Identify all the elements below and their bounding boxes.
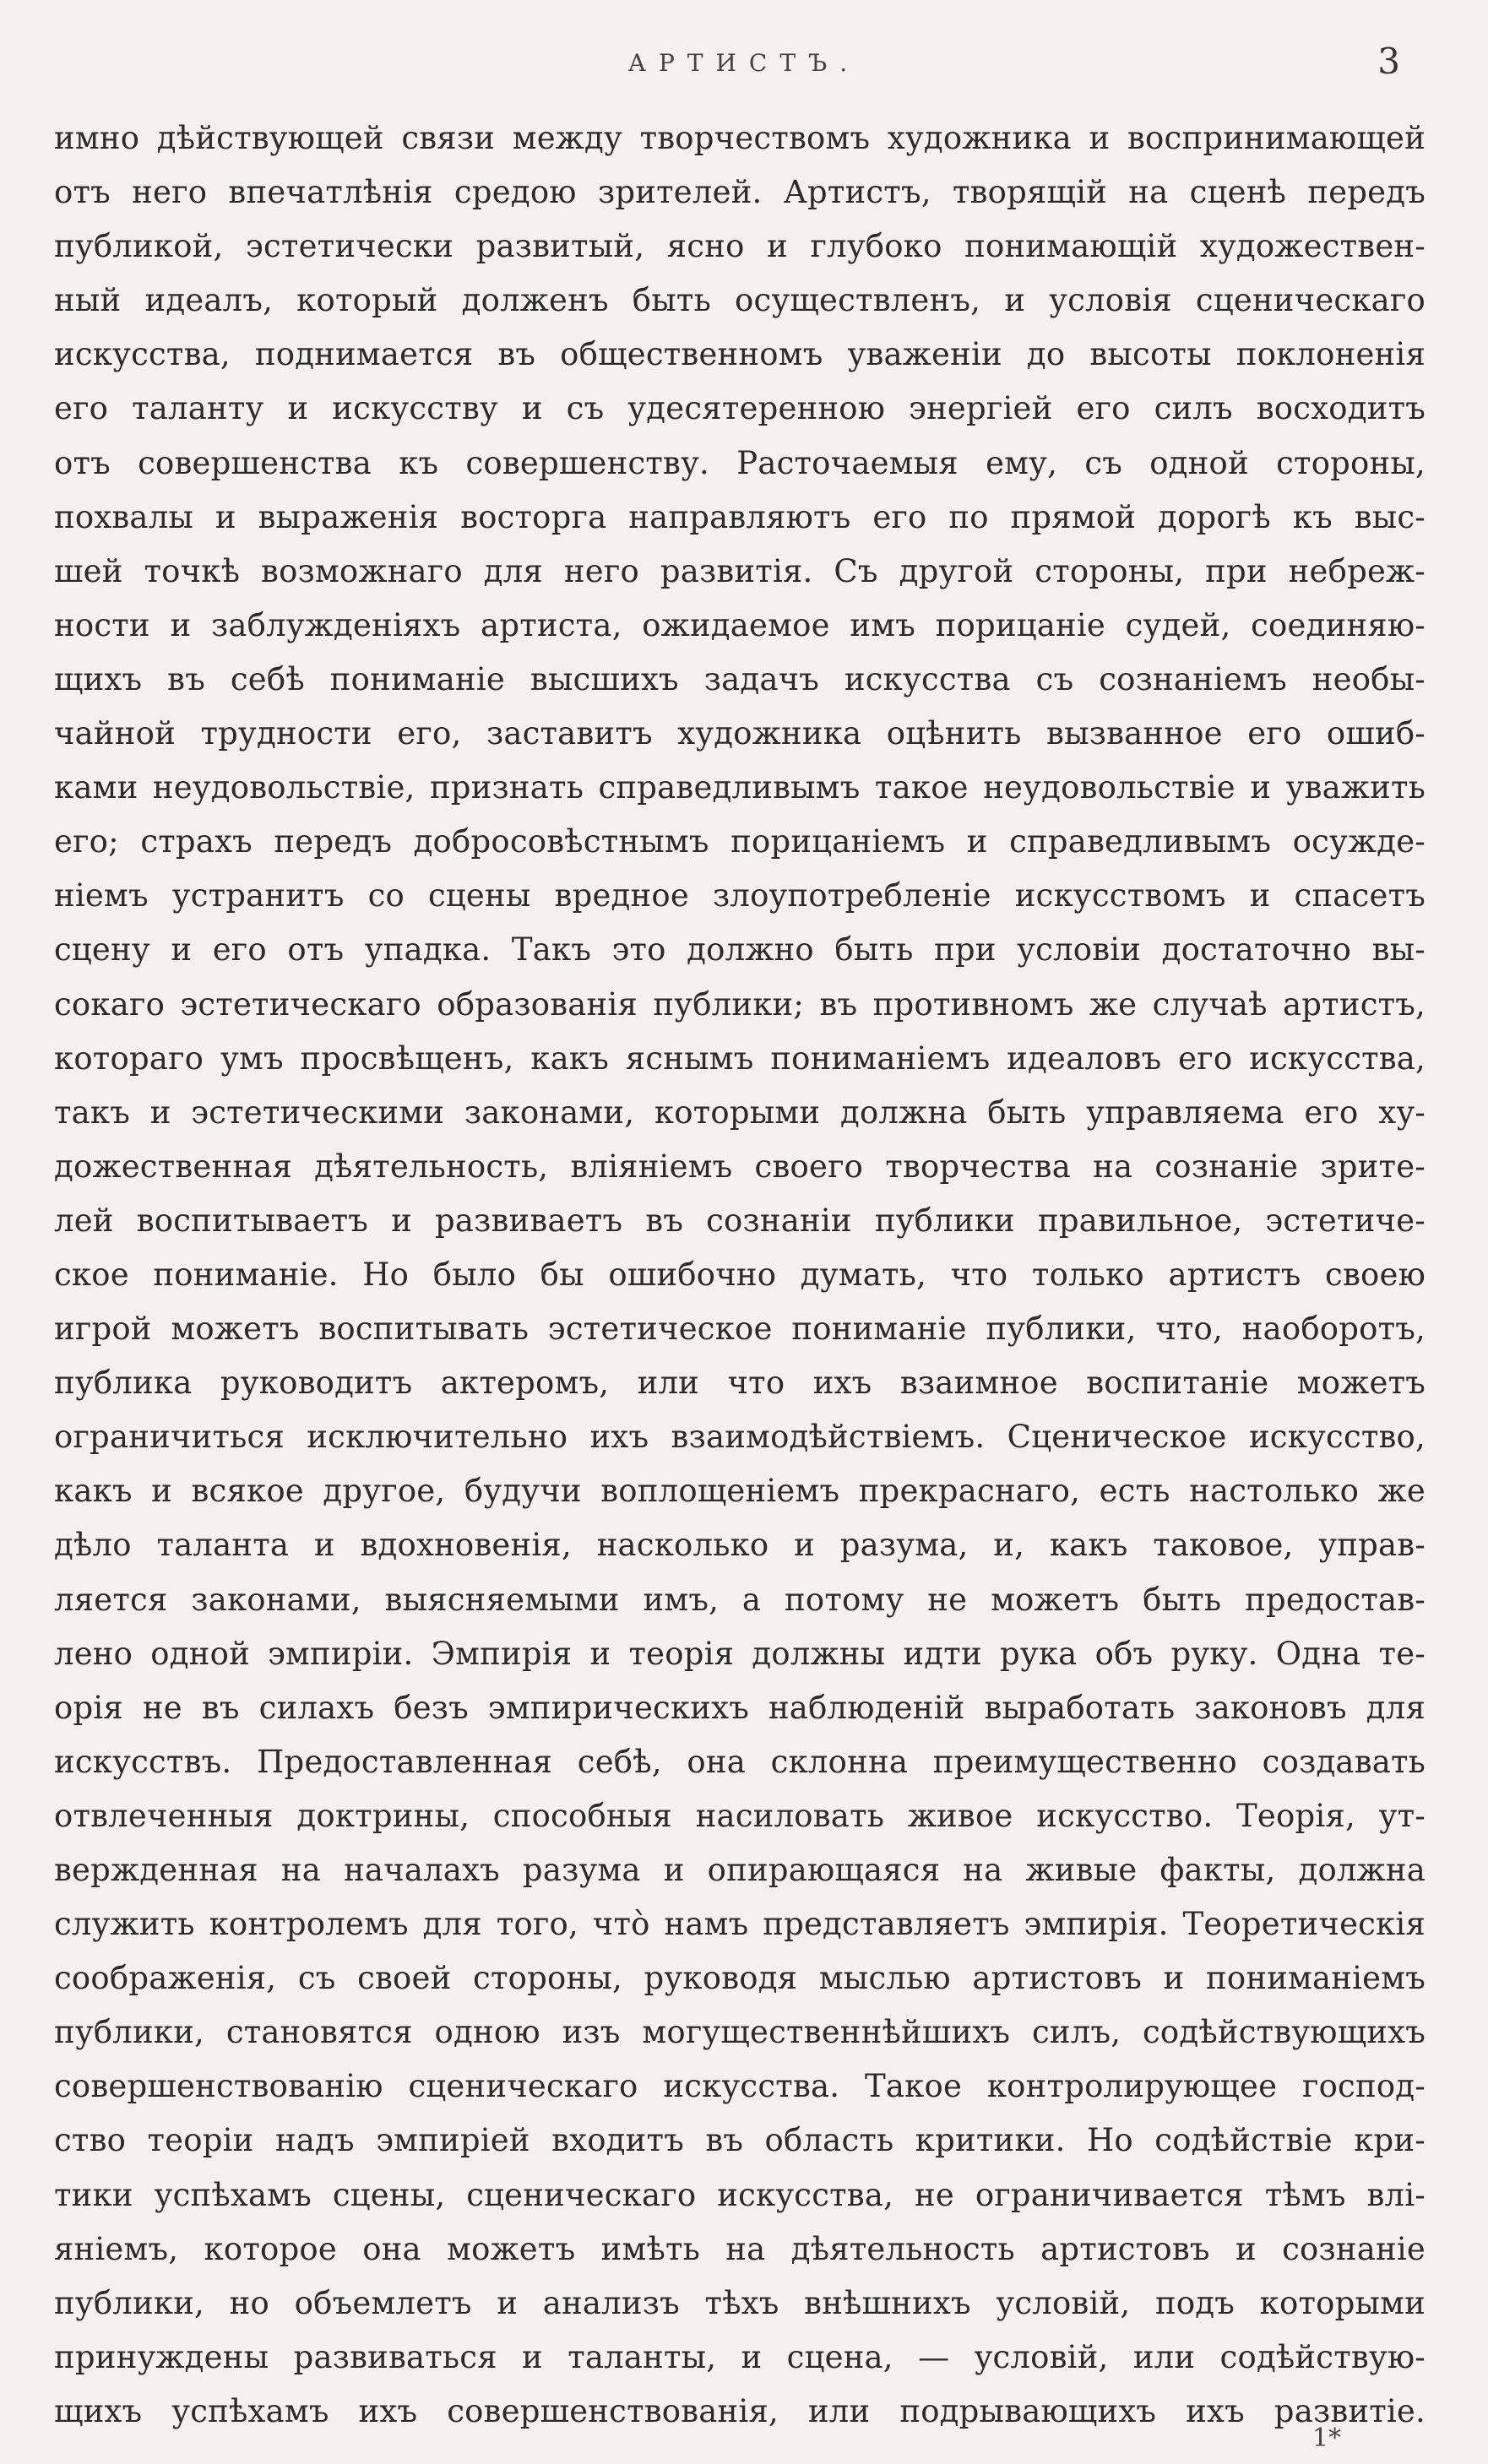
text-line: лено одной эмпиріи. Эмпирія и теорія должны идти рука объ руку. Одна те-	[54, 1635, 1426, 1672]
page-number: 3	[1377, 41, 1400, 82]
text-line: отъ совершенства къ совершенству. Расточаемыя ему, съ одной стороны,	[54, 444, 1426, 481]
text-line: его; страхъ передъ добросовѣстнымъ порицаніемъ и справедливымъ осужде-	[54, 823, 1426, 860]
text-line: похвалы и выраженія восторга направляютъ его по прямой дорогѣ къ выс-	[54, 498, 1426, 535]
text-line: шей точкѣ возможнаго для него развитія. Съ другой стороны, при небреж-	[54, 552, 1426, 589]
text-line: публики, но объемлетъ и анализъ тѣхъ внѣшнихъ условій, подъ которыми	[54, 2284, 1426, 2321]
text-line: сцену и его отъ упадка. Такъ это должно быть при условіи достаточно вы-	[54, 931, 1426, 969]
text-line: тики успѣхамъ сцены, сценическаго искусства, не ограничивается тѣмъ влі-	[54, 2176, 1426, 2213]
text-line: котораго умъ просвѣщенъ, какъ яснымъ пониманіемъ идеаловъ его искусства,	[54, 1039, 1426, 1077]
text-line: имно дѣйствующей связи между творчествомъ художника и воспринимающей	[54, 120, 1426, 156]
body-text	[54, 111, 1426, 2439]
text-line: ограничиться исключительно ихъ взаимодѣйствіемъ. Сценическое искусство,	[54, 1419, 1426, 1456]
text-line: щихъ успѣхамъ ихъ совершенствованія, или подрывающихъ ихъ развитіе.	[54, 2392, 1426, 2429]
text-line: дожественная дѣятельность, вліяніемъ своего творчества на сознаніе зрите-	[54, 1148, 1426, 1185]
text-line: ляется законами, выясняемыми имъ, а потому не можетъ быть предостав-	[54, 1581, 1426, 1618]
text-line: ніемъ устранитъ со сцены вредное злоупотребленіе искусствомъ и спасетъ	[54, 877, 1426, 915]
text-line: принуждены развиваться и таланты, и сцена, — условій, или содѣйствую-	[54, 2338, 1426, 2375]
text-line: орія не въ силахъ безъ эмпирическихъ наблюденій выработать законовъ для	[54, 1689, 1426, 1726]
text-line: публикой, эстетически развитый, ясно и глубоко понимающій художествен-	[54, 228, 1426, 265]
text-line: искусствъ. Предоставленная себѣ, она склонна преимущественно создавать	[54, 1743, 1426, 1780]
text-line: публика руководитъ актеромъ, или что ихъ взаимное воспитаніе можетъ	[54, 1365, 1426, 1402]
running-title: АРТИСТЪ.	[627, 49, 861, 77]
text-line: отъ него впечатлѣнія средою зрителей. Артистъ, творящій на сценѣ передъ	[54, 174, 1426, 211]
text-line: лей воспитываетъ и развиваетъ въ сознаніи публики правильное, эстетиче-	[54, 1202, 1426, 1239]
signature-mark: 1*	[1312, 2423, 1342, 2453]
text-line: публики, становятся одною изъ могущественнѣйшихъ силъ, содѣйствующихъ	[54, 2014, 1426, 2051]
text-line: яніемъ, которое она можетъ имѣть на дѣятельность артистовъ и сознаніе	[54, 2230, 1426, 2267]
text-line: отвлеченныя доктрины, способныя насиловать живое искусство. Теорія, ут-	[54, 1797, 1426, 1834]
text-line: такъ и эстетическими законами, которыми должна быть управляема его ху-	[54, 1094, 1426, 1131]
text-line: щихъ въ себѣ пониманіе высшихъ задачъ искусства съ сознаніемъ необы-	[54, 660, 1426, 697]
text-line: ности и заблужденіяхъ артиста, ожидаемое имъ порицаніе судей, соединяю-	[54, 606, 1426, 643]
text-line: ный идеалъ, который долженъ быть осуществленъ, и условія сценическаго	[54, 282, 1426, 319]
text-line: вержденная на началахъ разума и опирающаяся на живые факты, должна	[54, 1852, 1426, 1888]
text-line: ское пониманіе. Но было бы ошибочно думать, что только артистъ своею	[54, 1256, 1426, 1293]
text-line: какъ и всякое другое, будучи воплощеніемъ прекраснаго, есть настолько же	[54, 1473, 1426, 1510]
text-line: его таланту и искусству и съ удесятеренною энергіей его силъ восходитъ	[54, 390, 1426, 427]
text-line: совершенствованію сценическаго искусства. Такое контролирующее господ-	[54, 2068, 1426, 2105]
text-line: ками неудовольствіе, признать справедливымъ такое неудовольствіе и уважить	[54, 769, 1426, 806]
text-line: соображенія, съ своей стороны, руководя мыслью артистовъ и пониманіемъ	[54, 1960, 1426, 1997]
text-line: ство теоріи надъ эмпиріей входитъ въ область критики. Но содѣйствіе кри-	[54, 2122, 1426, 2159]
text-line: служить контролемъ для того, что̀ намъ представляетъ эмпирія. Теоретическія	[54, 1906, 1426, 1943]
text-line: сокаго эстетическаго образованія публики; въ противномъ же случаѣ артистъ,	[54, 985, 1426, 1023]
text-line: игрой можетъ воспитывать эстетическое пониманіе публики, что, наоборотъ,	[54, 1311, 1426, 1348]
text-line: чайной трудности его, заставитъ художника оцѣнить вызванное его ошиб-	[54, 715, 1426, 752]
text-line: дѣло таланта и вдохновенія, насколько и разума, и, какъ таковое, управ-	[54, 1527, 1426, 1564]
text-line: искусства, поднимается въ общественномъ уваженіи до высоты поклоненія	[54, 336, 1426, 373]
